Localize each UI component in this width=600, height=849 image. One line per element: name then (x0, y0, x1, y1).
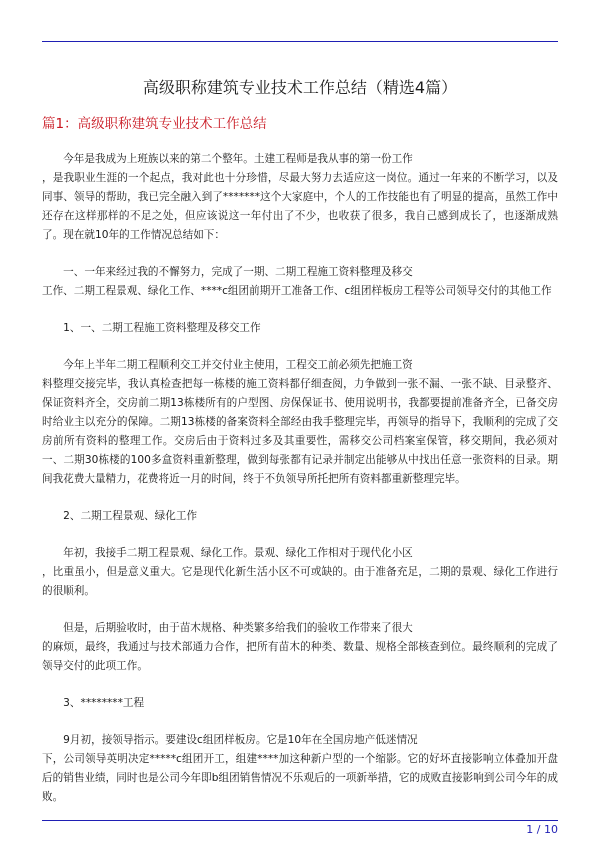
paragraph: 但是，后期验收时，由于苗木规格、种类繁多给我们的验收工作带来了很大 的麻烦，最终，我通过与技术部通力合作，把所有苗木的种类、数量、规格全部核查到位。最终顺利的完成了领导交付的此项工作。 (42, 622, 558, 672)
paragraph: 2、二期工程景观、绿化工作 (42, 510, 198, 522)
paragraph: 今年上半年二期工程顺利交工并交付业主使用，工程交工前必须先把施工资 料整理交接完毕，我认真检查把每一栋楼的施工资料都仔细查阅，力争做到一张不漏、一张不缺、目录整齐、保证资料齐全，交房前二期13栋楼所有的户型图、房保保证书、使用说明书，我都要提前准备齐全，已备交房时给业主以充分的保障。二期13栋楼的备案资料全部经由我手整理完毕，再领导的指导下，我顺利的完成了交房前所有资料的整理工作。交房后由于资料过多及其重要性，需移交公司档案室保管，移交期间，我必须对一、二期30栋楼的100多盒资料重新整理，做到每张都有记录并制定出能够从中找出任意一张资料的目录。期间我花费大量精力，花费将近一月的时间，终于不负领导所托把所有资料都重新整理完毕。 (42, 359, 558, 485)
document-title: 高级职称建筑专业技术工作总结（精选4篇） (142, 78, 458, 97)
footer-rule (42, 820, 558, 821)
paragraph: 9月初，接领导指示。要建设c组团样板房。它是10年在全国房地产低迷情况 下，公司领导英明决定*****c组团开工，组建****加这种新户型的一个缩影。它的好坏直接影响立体叠加开盘后的销售业绩，同时也是公司今年即b组团销售情况不乐观后的一项新举措，它的成败直接影响到公司今年的成败。 (42, 734, 558, 803)
document-body (42, 150, 558, 825)
paragraph: 1、一、二期工程施工资料整理及移交工作 (42, 322, 261, 334)
page-number: 1 / 10 (526, 823, 558, 836)
section-heading: 篇1：高级职称建筑专业技术工作总结 (42, 116, 267, 132)
paragraph: 今年是我成为上班族以来的第二个整年。土建工程师是我从事的第一份工作 ，是我职业生涯的一个起点，我对此也十分珍惜，尽最大努力去适应这一岗位。通过一年来的不断学习，以及同事、领导的帮助，我已完全融入到了*******这个大家庭中，个人的工作技能也有了明显的提高，虽然工作中还存在这样那样的不足之处，但应该说这一年付出了不少，也收获了很多，我自己感到成长了，也逐渐成熟了。现在就10年的工作情况总结如下： (42, 153, 558, 241)
paragraph: 一、一年来经过我的不懈努力，完成了一期、二期工程施工资料整理及移交 工作、二期工程景观、绿化工作、****c组团前期开工准备工作、c组团样板房工程等公司领导交付的其他工作 (42, 266, 552, 297)
paragraph: 年初，我接手二期工程景观、绿化工作。景观、绿化工作相对于现代化小区 ，比重虽小，但是意义重大。它是现代化新生活小区不可或缺的。由于准备充足，二期的景观、绿化工作进行的很顺利。 (42, 547, 558, 597)
paragraph: 3、********工程 (42, 697, 145, 709)
header-rule (42, 41, 558, 42)
